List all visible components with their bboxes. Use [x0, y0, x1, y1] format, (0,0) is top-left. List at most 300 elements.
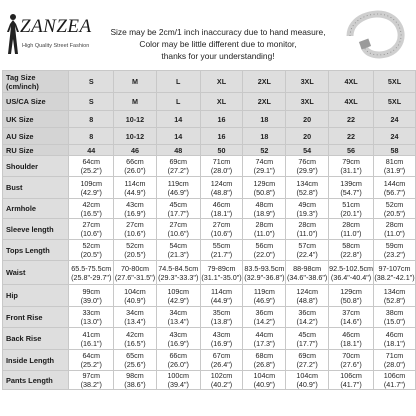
- measurement-cell: [286, 156, 329, 177]
- measurement-row: [3, 350, 416, 371]
- notice-line: thanks for your understanding!: [161, 51, 275, 61]
- measurement-cell: [329, 240, 374, 261]
- inch-value: (10.6"): [80, 229, 102, 238]
- inch-value: (18.1"): [340, 338, 362, 348]
- size-cell: 14: [156, 128, 200, 145]
- measurement-cell: [200, 285, 243, 307]
- size-chart-table: [2, 70, 416, 390]
- measurement-cell: [69, 199, 114, 219]
- cm-value: 97-107cm: [378, 263, 411, 273]
- cm-value: 27cm: [212, 220, 231, 229]
- cm-value: 88-98cm: [293, 263, 322, 273]
- measurement-row: [3, 219, 416, 240]
- measurement-row: [3, 199, 416, 219]
- brand-name: ZANZEA: [20, 16, 92, 37]
- inch-value: (26.8"): [253, 360, 275, 369]
- cm-value: 54cm: [169, 241, 188, 250]
- measurement-cell: [243, 261, 286, 285]
- size-cell: XL: [200, 71, 243, 93]
- row-label: Tag Size (cm/inch): [3, 71, 69, 93]
- cm-value: 71cm: [385, 351, 404, 360]
- inch-value: (16.9"): [167, 338, 189, 348]
- measurement-cell: [286, 240, 329, 261]
- measurement-cell: [114, 219, 157, 240]
- measurement-cell: [243, 177, 286, 199]
- cm-value: 69cm: [169, 157, 188, 166]
- inch-value: (28.0"): [383, 360, 406, 369]
- inch-value: (25.2"): [80, 360, 102, 369]
- measurement-cell: [114, 328, 157, 350]
- inch-value: (50.8"): [340, 295, 362, 305]
- measurement-cell: [374, 219, 416, 240]
- measurement-cell: [69, 261, 114, 285]
- cm-value: 48cm: [255, 199, 274, 209]
- size-row: [3, 145, 416, 156]
- measurement-cell: [374, 328, 416, 350]
- inch-value: (38.6"): [124, 380, 146, 389]
- cm-value: 57cm: [298, 241, 316, 250]
- inch-value: (13.4"): [167, 317, 189, 326]
- size-cell: M: [114, 71, 157, 93]
- measurement-cell: [156, 219, 200, 240]
- measurement-cell: [286, 199, 329, 219]
- measurement-cell: [69, 156, 114, 177]
- cm-value: 106cm: [383, 371, 406, 380]
- cm-value: 43cm: [212, 329, 231, 339]
- measurement-cell: [286, 371, 329, 390]
- cm-value: 35cm: [212, 308, 231, 317]
- measurement-cell: [286, 350, 329, 371]
- inch-value: (16.1"): [80, 338, 102, 348]
- measurement-cell: [286, 307, 329, 328]
- size-cell: 14: [156, 111, 200, 128]
- measurement-cell: [156, 177, 200, 199]
- inch-value: (28.0"): [210, 166, 233, 175]
- cm-value: 41cm: [82, 329, 101, 339]
- measurement-cell: [329, 307, 374, 328]
- inch-value: (27.6"): [340, 360, 362, 369]
- row-label: Armhole: [3, 199, 69, 219]
- size-cell: 44: [69, 145, 114, 156]
- size-cell: 52: [243, 145, 286, 156]
- cm-value: 27cm: [82, 220, 101, 229]
- cm-value: 102cm: [210, 371, 233, 380]
- inch-value: (19.3"): [296, 208, 318, 218]
- cm-value: 51cm: [342, 199, 360, 209]
- cm-value: 27cm: [126, 220, 144, 229]
- measurement-cell: [200, 177, 243, 199]
- size-cell: S: [69, 93, 114, 111]
- size-cell: 2XL: [243, 93, 286, 111]
- cm-value: 124cm: [210, 178, 233, 188]
- cm-value: 98cm: [126, 371, 144, 380]
- inch-value: (23.2"): [383, 250, 406, 259]
- size-cell: 4XL: [329, 71, 374, 93]
- size-cell: 50: [200, 145, 243, 156]
- measurement-cell: [156, 240, 200, 261]
- cm-value: 36cm: [255, 308, 274, 317]
- measurement-cell: [243, 285, 286, 307]
- measurement-cell: [374, 371, 416, 390]
- cm-value: 64cm: [82, 351, 101, 360]
- size-row: [3, 111, 416, 128]
- measurement-cell: [243, 328, 286, 350]
- inch-value: (11.0"): [253, 229, 275, 238]
- cm-value: 33cm: [82, 308, 101, 317]
- measurement-cell: [286, 328, 329, 350]
- size-cell: 24: [374, 111, 416, 128]
- row-label: Bust: [3, 177, 69, 199]
- measurement-cell: [69, 219, 114, 240]
- measurement-cell: [69, 350, 114, 371]
- row-label: Back Rise: [3, 328, 69, 350]
- inch-value: (48.8"): [296, 295, 318, 305]
- cm-value: 70-80cm: [120, 263, 149, 273]
- measurement-row: [3, 285, 416, 307]
- inch-value: (14.6"): [340, 317, 362, 326]
- inch-value: (16.9"): [124, 208, 146, 218]
- cm-value: 79-89cm: [207, 263, 236, 273]
- measurement-cell: [243, 240, 286, 261]
- cm-value: 42cm: [126, 329, 144, 339]
- inch-value: (16.5"): [124, 338, 146, 348]
- inch-value: (41.7"): [340, 380, 362, 389]
- row-label: Front Rise: [3, 307, 69, 328]
- measurement-cell: [200, 156, 243, 177]
- inch-value: (41.7"): [383, 380, 406, 389]
- size-row: [3, 93, 416, 111]
- measurement-row: [3, 307, 416, 328]
- measurement-cell: [374, 285, 416, 307]
- inch-value: (50.8"): [253, 187, 275, 197]
- inch-value: (44.9"): [210, 295, 233, 305]
- cm-value: 28cm: [342, 220, 360, 229]
- cm-value: 45cm: [169, 199, 188, 209]
- inch-value: (25.2"): [80, 166, 102, 175]
- size-cell: 8: [69, 111, 114, 128]
- row-label: Pants Length: [3, 371, 69, 390]
- cm-value: 52cm: [82, 241, 101, 250]
- inch-value: (10.6"): [167, 229, 189, 238]
- measurement-cell: [114, 240, 157, 261]
- measurement-cell: [374, 156, 416, 177]
- measurement-cell: [114, 307, 157, 328]
- measurement-cell: [69, 307, 114, 328]
- cm-value: 99cm: [82, 286, 101, 296]
- inch-value: (13.4"): [124, 317, 146, 326]
- inch-value: (29.3"-33.3"): [158, 272, 199, 282]
- inch-value: (38.2"-42.1"): [374, 272, 415, 282]
- cm-value: 97cm: [82, 371, 101, 380]
- measurement-cell: [329, 350, 374, 371]
- inch-value: (13.8"): [210, 317, 233, 326]
- measurement-row: [3, 261, 416, 285]
- inch-value: (31.1"-35.0"): [201, 272, 242, 282]
- cm-value: 106cm: [340, 371, 362, 380]
- cm-value: 134cm: [383, 286, 406, 296]
- cm-value: 109cm: [167, 286, 190, 296]
- cm-value: 124cm: [296, 286, 318, 296]
- cm-value: 104cm: [124, 286, 146, 296]
- cm-value: 28cm: [298, 220, 316, 229]
- inch-value: (52.8"): [383, 295, 406, 305]
- inch-value: (21.3"): [167, 250, 189, 259]
- cm-value: 129cm: [340, 286, 362, 296]
- measurement-cell: [200, 199, 243, 219]
- inch-value: (18.1"): [210, 208, 233, 218]
- inch-value: (10.6"): [210, 229, 233, 238]
- inch-value: (21.7"): [210, 250, 233, 259]
- cm-value: 74.5-84.5cm: [158, 263, 199, 273]
- inch-value: (40.9"): [124, 295, 146, 305]
- cm-value: 74cm: [255, 157, 274, 166]
- measurement-cell: [69, 177, 114, 199]
- cm-value: 71cm: [212, 157, 231, 166]
- measurement-cell: [156, 350, 200, 371]
- measurement-cell: [156, 156, 200, 177]
- cm-value: 36cm: [298, 308, 316, 317]
- inch-value: (29.1"): [253, 166, 275, 175]
- inch-value: (20.5"): [80, 250, 102, 259]
- measurement-cell: [156, 261, 200, 285]
- cm-value: 76cm: [298, 157, 316, 166]
- cm-value: 65.5-75.5cm: [71, 263, 112, 273]
- size-cell: M: [114, 93, 157, 111]
- measurement-cell: [374, 240, 416, 261]
- measurement-cell: [156, 307, 200, 328]
- measurement-cell: [69, 328, 114, 350]
- measurement-cell: [374, 177, 416, 199]
- inch-value: (39.4"): [167, 380, 189, 389]
- measurement-cell: [329, 219, 374, 240]
- measurement-row: [3, 371, 416, 390]
- size-cell: 18: [243, 128, 286, 145]
- inch-value: (22.0"): [253, 250, 275, 259]
- inch-value: (25.8"-29.7"): [71, 272, 112, 282]
- measurement-cell: [329, 261, 374, 285]
- measurement-cell: [69, 285, 114, 307]
- inch-value: (20.1"): [340, 208, 362, 218]
- measurement-notice: [102, 26, 334, 62]
- cm-value: 79cm: [342, 157, 360, 166]
- cm-value: 66cm: [169, 351, 188, 360]
- size-cell: S: [69, 71, 114, 93]
- inch-value: (16.5"): [80, 208, 102, 218]
- inch-value: (40.2"): [210, 380, 233, 389]
- measurement-cell: [374, 350, 416, 371]
- measurement-cell: [114, 371, 157, 390]
- inch-value: (10.6"): [124, 229, 146, 238]
- cm-value: 144cm: [383, 178, 406, 188]
- cm-value: 67cm: [212, 351, 231, 360]
- inch-value: (26.0"): [124, 166, 146, 175]
- size-cell: L: [156, 71, 200, 93]
- inch-value: (17.7"): [296, 338, 318, 348]
- size-cell: 16: [200, 128, 243, 145]
- cm-value: 38cm: [385, 308, 404, 317]
- size-cell: 18: [243, 111, 286, 128]
- inch-value: (20.5"): [124, 250, 146, 259]
- size-cell: 16: [200, 111, 243, 128]
- size-cell: 20: [286, 128, 329, 145]
- cm-value: 114cm: [210, 286, 233, 296]
- measurement-cell: [114, 350, 157, 371]
- cm-value: 65cm: [126, 351, 144, 360]
- measurement-cell: [374, 199, 416, 219]
- inch-value: (18.9"): [253, 208, 275, 218]
- inch-value: (17.3"): [253, 338, 275, 348]
- inch-value: (29.9"): [296, 166, 318, 175]
- size-row: [3, 71, 416, 93]
- row-label: RU Size: [3, 145, 69, 156]
- size-cell: 48: [156, 145, 200, 156]
- measurement-cell: [200, 240, 243, 261]
- cm-value: 58cm: [342, 241, 360, 250]
- measurement-cell: [156, 285, 200, 307]
- cm-value: 119cm: [167, 178, 189, 188]
- size-cell: L: [156, 93, 200, 111]
- inch-value: (52.8"): [296, 187, 318, 197]
- measurement-cell: [200, 371, 243, 390]
- size-cell: 10-12: [114, 128, 157, 145]
- size-cell: 22: [329, 111, 374, 128]
- cm-value: 66cm: [126, 157, 144, 166]
- size-cell: 3XL: [286, 93, 329, 111]
- cm-value: 46cm: [212, 199, 231, 209]
- measurement-cell: [114, 199, 157, 219]
- measurement-cell: [329, 156, 374, 177]
- measurement-cell: [329, 328, 374, 350]
- cm-value: 28cm: [385, 220, 404, 229]
- measurement-cell: [243, 156, 286, 177]
- cm-value: 52cm: [385, 199, 404, 209]
- size-cell: 58: [374, 145, 416, 156]
- cm-value: 37cm: [342, 308, 360, 317]
- inch-value: (22.8"): [340, 250, 362, 259]
- inch-value: (11.0"): [384, 229, 405, 238]
- row-label: US/CA Size: [3, 93, 69, 111]
- cm-value: 68cm: [255, 351, 274, 360]
- measurement-cell: [243, 219, 286, 240]
- size-cell: 8: [69, 128, 114, 145]
- size-cell: 2XL: [243, 71, 286, 93]
- cm-value: 134cm: [296, 178, 318, 188]
- inch-value: (18.1"): [383, 338, 406, 348]
- cm-value: 81cm: [385, 157, 404, 166]
- inch-value: (27.2"): [296, 360, 318, 369]
- inch-value: (48.8"): [210, 187, 233, 197]
- measurement-cell: [329, 371, 374, 390]
- cm-value: 69cm: [298, 351, 316, 360]
- inch-value: (14.2"): [296, 317, 318, 326]
- measurement-cell: [200, 307, 243, 328]
- inch-value: (20.5"): [383, 208, 406, 218]
- size-cell: XL: [200, 93, 243, 111]
- size-cell: 3XL: [286, 71, 329, 93]
- brand-tagline: High Quality Street Fashion: [22, 43, 90, 49]
- inch-value: (17.7"): [167, 208, 189, 218]
- inch-value: (54.7"): [340, 187, 362, 197]
- cm-value: 109cm: [80, 178, 103, 188]
- measurement-cell: [200, 328, 243, 350]
- inch-value: (40.9"): [253, 380, 275, 389]
- cm-value: 119cm: [253, 286, 275, 296]
- measurement-cell: [69, 240, 114, 261]
- size-cell: 24: [374, 128, 416, 145]
- measurement-cell: [114, 177, 157, 199]
- cm-value: 139cm: [340, 178, 362, 188]
- size-cell: 46: [114, 145, 157, 156]
- inch-value: (13.0"): [80, 317, 102, 326]
- measurement-cell: [243, 350, 286, 371]
- measuring-tape-icon: [344, 6, 410, 64]
- row-label: AU Size: [3, 128, 69, 145]
- cm-value: 27cm: [169, 220, 188, 229]
- inch-value: (16.9"): [210, 338, 233, 348]
- inch-value: (27.6"-31.5"): [114, 272, 156, 282]
- cm-value: 46cm: [385, 329, 404, 339]
- inch-value: (42.9"): [167, 295, 189, 305]
- measurement-cell: [156, 199, 200, 219]
- inch-value: (56.7"): [383, 187, 406, 197]
- measurement-row: [3, 156, 416, 177]
- cm-value: 92.5-102.5cm: [329, 263, 374, 273]
- cm-value: 44cm: [255, 329, 274, 339]
- cm-value: 83.5-93.5cm: [244, 263, 285, 273]
- measurement-cell: [243, 199, 286, 219]
- size-cell: 20: [286, 111, 329, 128]
- measurement-cell: [329, 177, 374, 199]
- measurement-cell: [374, 261, 416, 285]
- inch-value: (34.6"-38.6"): [287, 272, 328, 282]
- row-label: Waist: [3, 261, 69, 285]
- inch-value: (31.1"): [340, 166, 362, 175]
- inch-value: (25.6"): [124, 360, 146, 369]
- measurement-cell: [114, 261, 157, 285]
- cm-value: 43cm: [126, 199, 144, 209]
- measurement-cell: [200, 261, 243, 285]
- inch-value: (14.2"): [253, 317, 275, 326]
- cm-value: 49cm: [298, 199, 316, 209]
- cm-value: 129cm: [253, 178, 276, 188]
- row-label: UK Size: [3, 111, 69, 128]
- brand-logo: [4, 10, 96, 60]
- measurement-cell: [200, 350, 243, 371]
- inch-value: (40.9"): [296, 380, 318, 389]
- inch-value: (26.4"): [210, 360, 233, 369]
- cm-value: 56cm: [255, 241, 274, 250]
- cm-value: 43cm: [169, 329, 188, 339]
- cm-value: 28cm: [255, 220, 274, 229]
- row-label: Shoulder: [3, 156, 69, 177]
- row-label: Tops Length: [3, 240, 69, 261]
- cm-value: 34cm: [126, 308, 144, 317]
- cm-value: 46cm: [342, 329, 360, 339]
- cm-value: 64cm: [82, 157, 101, 166]
- measurement-cell: [114, 156, 157, 177]
- measurement-cell: [329, 199, 374, 219]
- notice-line: Color may be little different due to monitor,: [139, 39, 297, 49]
- measurement-row: [3, 177, 416, 199]
- measurement-cell: [286, 177, 329, 199]
- measurement-cell: [286, 285, 329, 307]
- cm-value: 104cm: [296, 371, 318, 380]
- cm-value: 59cm: [385, 241, 404, 250]
- cm-value: 55cm: [212, 241, 231, 250]
- measurement-cell: [243, 307, 286, 328]
- measurement-cell: [286, 219, 329, 240]
- inch-value: (46.9"): [167, 187, 189, 197]
